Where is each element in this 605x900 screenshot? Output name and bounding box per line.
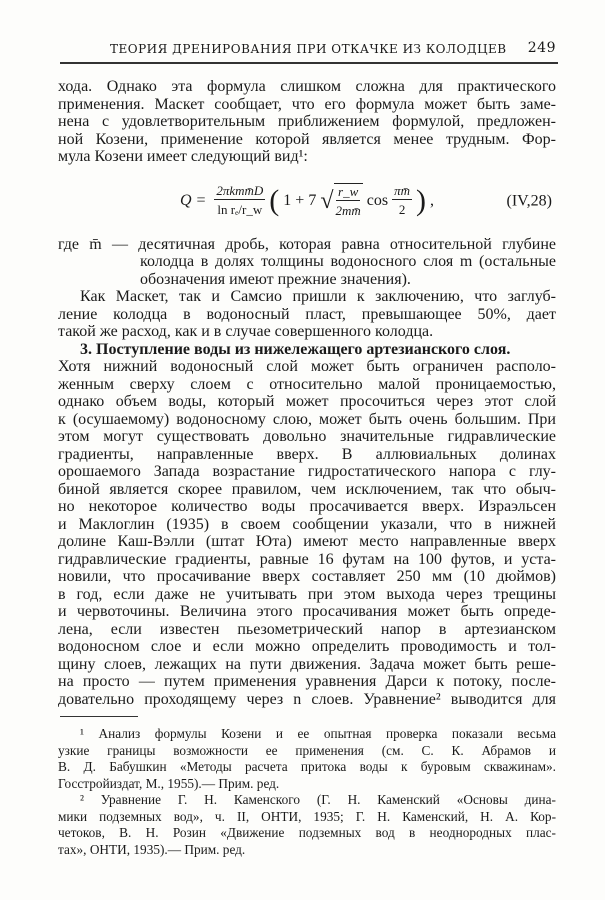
text-line: где m̄ — десятичная дробь, которая равна относительной глубине [58, 235, 556, 253]
footnote-line: четоков, В. Н. Розин «Движение подземных вод в неоднородных плас- [58, 825, 556, 840]
footnote-1 [58, 726, 556, 792]
equation-lhs: Q = [179, 191, 207, 209]
text-line: обозначения имеют прежние значения). [140, 270, 411, 288]
text-line: Хотя нижний водоносный слой может быть ограничен располо- [58, 358, 556, 375]
text-line: этом могут существовать довольно значительные гидравлические [58, 428, 556, 445]
where-clause [58, 236, 556, 289]
square-root [320, 183, 362, 219]
sqrt-numerator: r_w [338, 183, 359, 199]
footnote-2 [58, 792, 556, 858]
footnote-line: Госстройиздат, М., 1955).— Прим. ред. [58, 775, 280, 791]
text-line: гидравлические градиенты, равные 16 футам на 100 футов, и уста- [58, 550, 556, 568]
text-line: водоносном слое и если можно определить проводимость и тол- [58, 638, 556, 655]
text-line: к (осушаемому) водоносному слою, может быть очень большим. При [58, 410, 556, 428]
section-heading: 3. Поступление воды из нижележащего артезианского слоя. [80, 340, 511, 358]
cos-denominator: 2 [398, 202, 406, 217]
text-line: хода. Однако эта формула слишком сложна для практического [58, 78, 556, 95]
text-line: и Маклоглин (1935) в своем сообщении указали, что в нижней [58, 515, 556, 533]
text-line: лена, если известен пьезометрический напор в артезианском [58, 620, 556, 638]
equation-body [180, 181, 434, 221]
text-line: ной Козени, применение которой является менее трудным. Фор- [58, 130, 556, 148]
footnotes [58, 726, 556, 858]
paragraph-2 [58, 288, 556, 341]
equation-comma: , [430, 191, 435, 209]
text-line: новили, что просачивание вверх составляет 250 мм (10 дюймов) [58, 568, 556, 585]
sqrt-denominator: 2mm̄ [335, 202, 361, 218]
footnote-line: ² Уравнение Г. Н. Каменского (Г. Н. Каменский «Основы дина- [80, 792, 556, 807]
one-plus-seven: 1 + 7 [283, 191, 317, 209]
running-title: ТЕОРИЯ ДРЕНИРОВАНИЯ ПРИ ОТКАЧКЕ ИЗ КОЛОДЦЕВ [110, 42, 507, 56]
footnote-rule [60, 716, 138, 717]
paragraph-3 [58, 358, 556, 708]
text-line: нена с удовлетворительным приближением формулой, предложен- [58, 113, 556, 130]
header-rule [60, 62, 558, 64]
footnote-line: В. Д. Бабушкин «Методы расчета притока воды к буровым скважинам». [58, 759, 556, 774]
text-line: довательно проходящему через n слоев. Уравнение² выводится для [58, 690, 556, 708]
footnote-line: узкие границы возможности ее применения (см. С. К. Абрамов и [58, 742, 556, 758]
fraction-numerator: 2πkmm̄D [216, 183, 264, 198]
equation-number: (IV,28) [506, 191, 552, 209]
sqrt-sign: √ [320, 187, 334, 214]
text-line: ление колодца в водоносный пласт, превышающее 50%, дает [58, 305, 556, 323]
text-line: биной является скорее правилом, чем исключением, так что обыч- [58, 480, 556, 498]
text-line: женным сверху слоем с относительно малой проницаемостью, [58, 375, 556, 393]
main-fraction [214, 183, 265, 218]
footnote-line: тах», ОНТИ, 1935).— Прим. ред. [58, 841, 246, 857]
cos-numerator: πm̄ [394, 183, 411, 198]
text-line: мула Козени имеет следующий вид¹: [58, 148, 308, 165]
text-line: в год, если даже не учитывать при этом выхода через трещины [58, 585, 556, 603]
page-number: 249 [527, 40, 556, 56]
text-line: долине Каш-Вэлли (штат Юта) имеют место направленные вверх [58, 533, 556, 550]
main-text [58, 78, 556, 708]
paragraph-1 [58, 78, 556, 166]
footnote-line: ¹ Анализ формулы Козени и ее опытная проверка показали весьма [80, 726, 556, 741]
equation-iv-28 [58, 170, 556, 232]
text-line: но некоторое количество воды просачивается вверх. Израэльсен [58, 498, 556, 515]
text-line: на просто — путем применения уравнения Дарси к потоку, после- [58, 673, 556, 690]
fraction-denominator: ln rₑ/r_w [217, 202, 263, 217]
text-line: колодца в долях толщины водоносного слоя m (остальные [140, 253, 556, 270]
cos-label: cos [366, 191, 389, 209]
sqrt-fraction [334, 183, 363, 219]
text-line: щину слоев, лежащих на пути движения. Задача может быть реше- [58, 655, 556, 673]
text-line: орошаемого Запада возрастание гидростатического напора с глу- [58, 463, 556, 480]
text-line: и червоточины. Величина этого просачивания может быть опреде- [58, 603, 556, 620]
text-line: градиенты, направленные вверх. В аллювиальных долинах [58, 445, 556, 463]
text-line: Как Маскет, так и Самсио пришли к заключению, что заглуб- [80, 288, 556, 305]
right-paren: ) [416, 183, 427, 217]
text-line: такой же расход, как и в случае совершенного колодца. [58, 323, 434, 340]
cos-fraction [392, 183, 412, 218]
footnote-line: мики подземных вод», ч. II, ОНТИ, 1935; Г. Н. Каменский, Н. А. Кор- [58, 808, 556, 824]
running-header [60, 40, 556, 60]
left-paren: ( [269, 183, 280, 217]
text-line: однако объем воды, который может просочиться через этот слой [58, 393, 556, 410]
text-line: применения. Маскет сообщает, что его формула может быть заме- [58, 95, 556, 113]
